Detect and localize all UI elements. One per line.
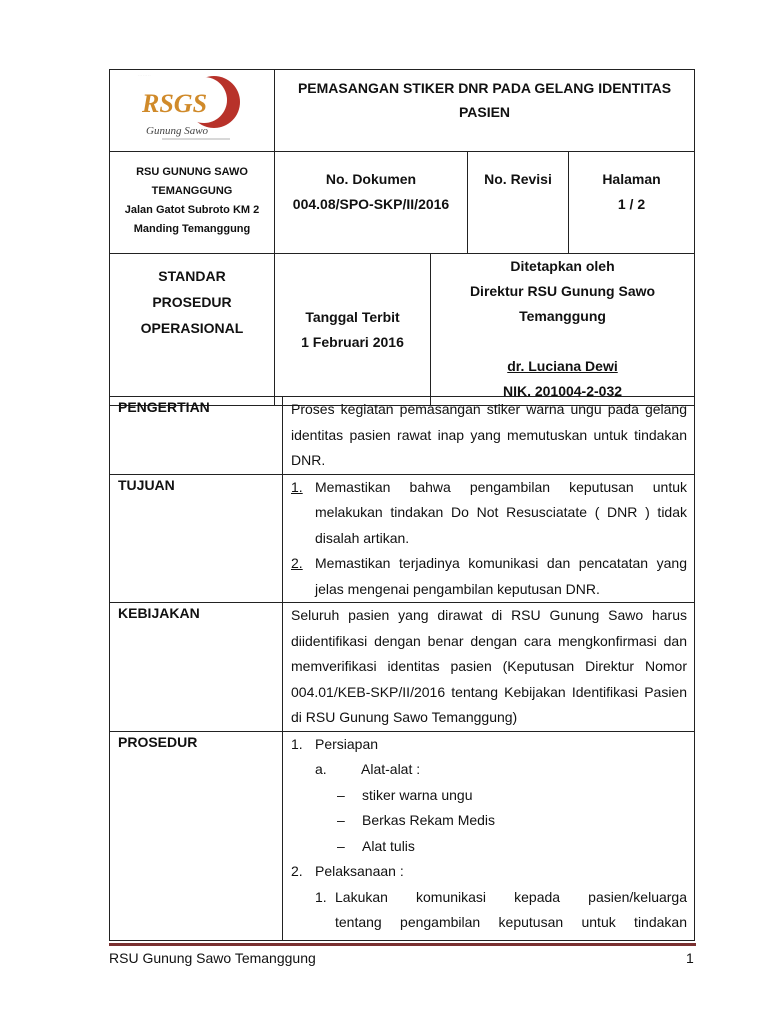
- pelaksanaan-item-continued: [291, 910, 687, 936]
- tujuan-item-number: 1.: [291, 478, 303, 495]
- tool-text: Alat tulis: [362, 837, 415, 854]
- section-prosedur: [110, 731, 695, 940]
- sub-step-text: tentang pengambilan keputusan untuk tindakan: [335, 914, 687, 930]
- step-text: Pelaksanaan :: [315, 863, 404, 879]
- page-cell: [569, 152, 695, 254]
- tujuan-list: [283, 474, 695, 603]
- tool-text: Berkas Rekam Medis: [362, 812, 496, 828]
- director-nik: NIK. 201004-2-032: [502, 383, 623, 399]
- revision-label: No. Revisi: [484, 171, 552, 187]
- approval-cell: [431, 254, 695, 405]
- tool-text: stiker warna ungu: [362, 786, 473, 803]
- footer-divider: [109, 943, 696, 946]
- revision-cell: [468, 152, 569, 254]
- svg-text:. . . . . . . .: . . . . . . . .: [138, 73, 151, 77]
- issue-date-value: 1 Februari 2016: [301, 333, 404, 350]
- sub-text: Alat-alat :: [361, 761, 421, 777]
- approved-by-role: Direktur RSU Gunung Sawo Temanggung: [469, 283, 656, 324]
- dash-bullet: –: [337, 786, 345, 803]
- sop-line-1: STANDAR: [158, 268, 226, 284]
- pengertian-label: PENGERTIAN: [110, 397, 283, 475]
- footer-hospital-name: RSU Gunung Sawo Temanggung: [109, 950, 316, 966]
- document-number-cell: [275, 152, 468, 254]
- kebijakan-text: Seluruh pasien yang dirawat di RSU Gunung Sawo harus diidentifikasi dengan benar dengan cara mengkonfirmasi dan memverifikasi identitas pasien (Keputusan Direktur Nomor 004.01/KEB-SKP/II/2016 tentang Kebijakan Identifikasi Pasien di RSU Gunung Sawo Temanggung): [283, 603, 695, 732]
- step-number: 1.: [291, 735, 303, 752]
- prosedur-step-pelaksanaan: [291, 859, 687, 885]
- tujuan-label: TUJUAN: [110, 474, 283, 603]
- hospital-info-cell: [110, 152, 275, 254]
- tujuan-item: [291, 551, 687, 602]
- document-number-value: 004.08/SPO-SKP/II/2016: [292, 196, 450, 212]
- logo-letters: RSGS: [142, 89, 208, 118]
- sop-content-table: [109, 396, 695, 941]
- alat-alat-heading: [291, 757, 687, 783]
- section-tujuan: [110, 474, 695, 603]
- document-header-table: [109, 69, 695, 406]
- page-value: 1 / 2: [617, 196, 646, 212]
- tujuan-item-number: 2.: [291, 555, 303, 571]
- dash-bullet: –: [337, 812, 345, 828]
- tool-item: [291, 834, 687, 860]
- approved-by-label: Ditetapkan oleh: [510, 258, 615, 274]
- sop-line-3: OPERASIONAL: [140, 320, 244, 336]
- tujuan-item: [291, 475, 687, 552]
- kebijakan-label: KEBIJAKAN: [110, 603, 283, 732]
- hospital-address: Jalan Gatot Subroto KM 2 Manding Temanggung: [124, 204, 260, 235]
- sop-line-2: PROSEDUR: [152, 294, 232, 310]
- issue-approval-cell: [275, 254, 695, 406]
- prosedur-step-persiapan: [291, 732, 687, 758]
- tool-item: [291, 808, 687, 834]
- prosedur-content: [283, 731, 695, 940]
- logo-script: Gunung Sawo: [146, 125, 209, 137]
- logo-cell: [110, 70, 275, 152]
- issue-date-cell: [275, 254, 431, 405]
- prosedur-label: PROSEDUR: [110, 731, 283, 940]
- page-label: Halaman: [602, 171, 661, 187]
- tujuan-item-text: Memastikan terjadinya komunikasi dan pencatatan yang jelas mengenai pengambilan keputusan DNR.: [315, 555, 687, 597]
- sub-letter: a.: [315, 761, 327, 777]
- footer-page-number: 1: [686, 950, 694, 966]
- section-pengertian: [110, 397, 695, 475]
- director-name: dr. Luciana Dewi: [507, 358, 618, 374]
- sop-cell: [110, 254, 275, 406]
- pelaksanaan-item: [291, 885, 687, 911]
- document-number-label: No. Dokumen: [325, 171, 417, 187]
- hospital-logo: [132, 70, 252, 146]
- sub-step-text: Lakukan komunikasi kepada pasien/keluarga: [335, 888, 687, 905]
- step-text: Persiapan: [315, 735, 379, 752]
- tujuan-item-text: Memastikan bahwa pengambilan keputusan untuk melakukan tindakan Do Not Resusciatate ( DNR ) tidak disalah artikan.: [315, 478, 687, 546]
- section-kebijakan: [110, 603, 695, 732]
- tool-item: [291, 783, 687, 809]
- pengertian-text: Proses kegiatan pemasangan stiker warna ungu pada gelang identitas pasien rawat inap yang memutuskan untuk tindakan DNR.: [283, 397, 695, 475]
- issue-date-label: Tanggal Terbit: [305, 308, 400, 325]
- step-number: 2.: [291, 863, 303, 879]
- sub-step-number: 1.: [315, 888, 327, 905]
- document-title: PEMASANGAN STIKER DNR PADA GELANG IDENTITAS PASIEN: [275, 70, 695, 152]
- dash-bullet: –: [337, 837, 345, 854]
- hospital-name: RSU GUNUNG SAWO TEMANGGUNG: [136, 166, 248, 197]
